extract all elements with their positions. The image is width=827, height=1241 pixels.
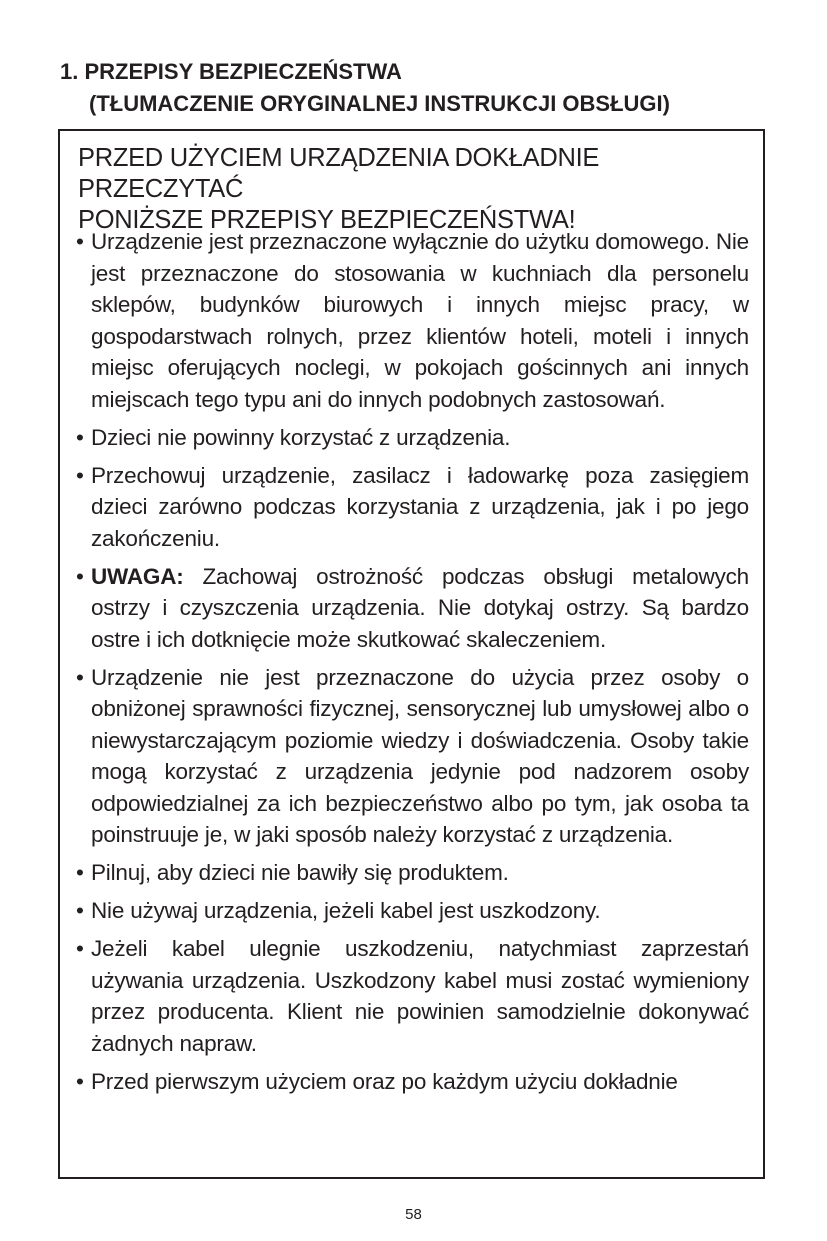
read-before-use-warning [78,143,749,236]
rule-reduced-capability [76,662,749,851]
rule-children-play [76,857,749,889]
rule-text: Przechowuj urządzenie, zasilacz i ładowarkę poza zasięgiem dzieci zarówno podczas korzystania z urządzenia, jak i po jego zakończeniu. [91,462,749,551]
section-title [60,56,670,120]
rule-text: Jeżeli kabel ulegnie uszkodzeniu, natychmiast zaprzestań używania urządzenia. Uszkodzony kabel musi zostać wymieniony przez producenta. Klient nie powinien samodzielnie dokonywać żadnych napraw. [91,936,749,1056]
rule-cable-replacement [76,933,749,1059]
rule-text: Przed pierwszym użyciem oraz po każdym użyciu dokładnie [91,1068,678,1094]
rule-text: Zachowaj ostrożność podczas obsługi metalowych ostrzy i czyszczenia urządzenia. Nie dotykaj ostrzy. Są bardzo ostre i ich dotknięcie może skutkować skaleczeniem. [91,563,749,652]
rule-storage-away-from-children [76,460,749,555]
bullet: • [76,860,84,885]
rule-text: Dzieci nie powinny korzystać z urządzenia. [91,424,511,450]
rule-cleaning [76,1066,749,1098]
rule-text: Urządzenie jest przeznaczone wyłącznie do użytku domowego. Nie jest przeznaczone do stosowania w kuchniach dla personelu sklepów, budynków biurowych i innych miejsc pracy, w gospodarstwach rolnych, przez klientów hoteli, moteli i innych miejsc oferujących noclegi, w pokojach gościnnych ani innych miejscach tego typu ani do innych podobnych zastosowań. [91,229,749,412]
warning-line-2: PONIŻSZE PRZEPISY BEZPIECZEŃSTWA! [78,206,576,234]
rule-text: Urządzenie nie jest przeznaczone do użycia przez osoby o obniżonej sprawności fizycznej, sensorycznej lub umysłowej albo o niewystarczającym poziomie wiedzy i doświadczenia. Osoby takie mogą korzystać z urządzenia jedynie pod nadzorem osoby odpowiedzialnej za ich bezpieczeństwo albo po tym, jak osoba ta poinstruuje je, w jaki sposób należy korzystać z urządzenia. [91,664,749,847]
page-number: 58 [405,1206,422,1223]
bullet: • [76,936,84,961]
rule-damaged-cable [76,895,749,927]
bullet: • [76,1068,84,1094]
warning-line-1: PRZED UŻYCIEM URZĄDZENIA DOKŁADNIE PRZECZYTAĆ [78,144,600,203]
bullet: • [76,229,84,254]
rule-children-not-use [76,422,749,454]
rule-text: Pilnuj, aby dzieci nie bawiły się produktem. [91,860,509,885]
rule-text: Nie używaj urządzenia, jeżeli kabel jest uszkodzony. [91,898,601,923]
safety-rules-box [58,129,765,1179]
bullet: • [76,462,84,488]
bullet: • [76,563,84,589]
rule-emphasis: UWAGA: [91,563,184,589]
section-subtitle: (TŁUMACZENIE ORYGINALNEJ INSTRUKCJI OBSŁUGI) [89,91,670,116]
safety-rules-list [76,226,749,1104]
bullet: • [76,664,84,690]
rule-domestic-use [76,226,749,415]
bullet: • [76,424,84,450]
section-number-title: 1. PRZEPISY BEZPIECZEŃSTWA [60,59,402,84]
bullet: • [76,898,84,923]
rule-blades-caution [76,561,749,656]
